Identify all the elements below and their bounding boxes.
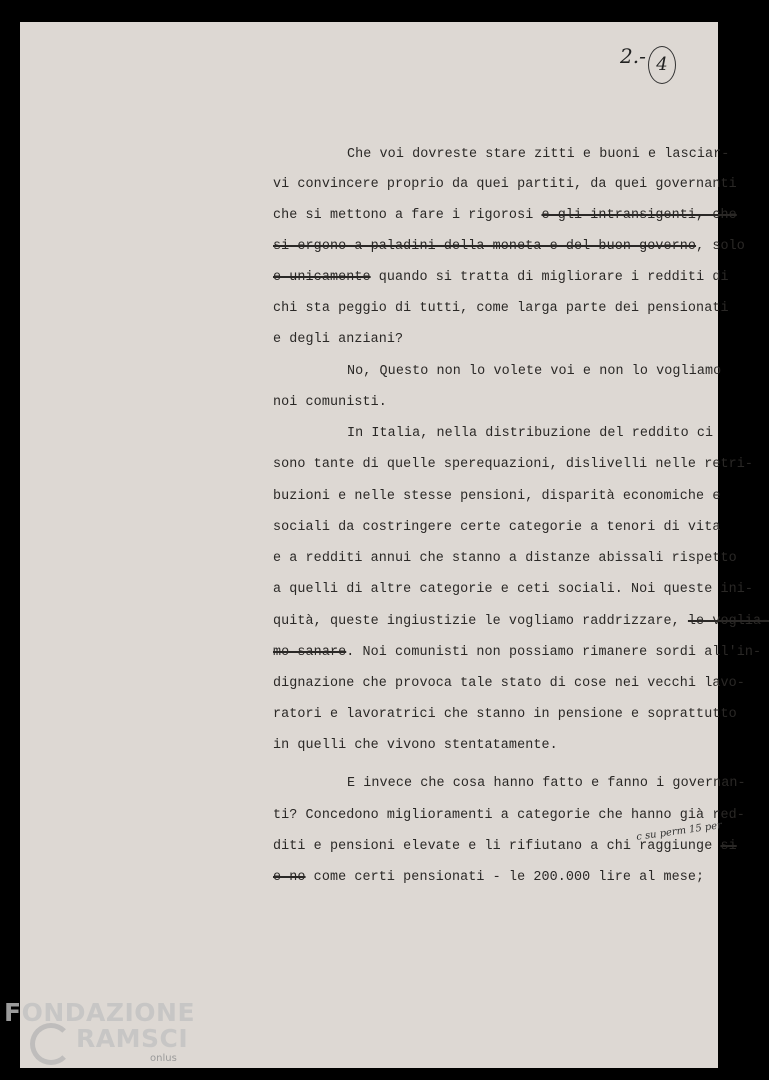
page-number: 2.- — [620, 44, 646, 68]
struck-text: si — [720, 839, 737, 854]
handwritten-annotation: c su perm 15 per — [635, 820, 723, 843]
text-segment: a quelli di altre categorie e ceti sociali. Noi queste ini- — [273, 582, 754, 597]
text-segment: diti e pensioni elevate e li rifiutano a chi raggiunge — [273, 839, 721, 854]
text-line — [273, 177, 737, 192]
text-line — [273, 301, 729, 316]
text-segment: che si mettono a fare i rigorosi — [273, 208, 542, 223]
text-line — [273, 839, 737, 854]
text-line — [273, 551, 737, 566]
page-number-circled: 4 — [648, 46, 676, 84]
text-line — [273, 676, 745, 691]
text-segment: vi convincere proprio da quei partiti, da quei governanti — [273, 177, 737, 192]
text-segment: sociali da costringere certe categorie a tenori di vita — [273, 520, 721, 535]
text-segment: e degli anziani? — [273, 332, 404, 347]
text-segment: quando si tratta di migliorare i redditi di — [370, 270, 729, 285]
text-line — [273, 707, 737, 722]
logo-text-line2: RAMSCI — [76, 1024, 189, 1053]
text-segment: Che voi dovreste stare zitti e buoni e lasciar- — [347, 147, 730, 162]
text-segment: come certi pensionati - le 200.000 lire al mese; — [305, 870, 705, 885]
struck-text: mo sanare — [273, 645, 347, 660]
struck-text: si ergono a paladini della moneta e del buon governo — [273, 239, 697, 254]
text-line — [273, 808, 745, 823]
text-line — [347, 426, 713, 441]
text-segment: In Italia, nella distribuzione del reddito ci — [347, 426, 714, 441]
logo-text-line1: FONDAZIONE — [4, 998, 196, 1027]
struck-text: e gli intransigenti, che — [541, 208, 737, 223]
text-line — [273, 520, 720, 535]
text-line — [273, 870, 704, 885]
text-segment: quità, queste ingiustizie le vogliamo raddrizzare, — [273, 614, 688, 629]
text-segment: dignazione che provoca tale stato di cose nei vecchi lavo- — [273, 676, 745, 691]
text-segment: noi comunisti. — [273, 395, 387, 410]
text-line — [273, 645, 761, 660]
text-line — [347, 364, 721, 379]
text-line — [273, 395, 387, 410]
struck-text: e unicamente — [273, 270, 371, 285]
text-line — [273, 457, 753, 472]
text-line — [273, 489, 720, 504]
struck-text: e no — [273, 870, 306, 885]
text-segment: . Noi comunisti non possiamo rimanere sordi all'in- — [346, 645, 762, 660]
text-segment: e a redditi annui che stanno a distanze abissali rispetto — [273, 551, 737, 566]
text-segment: E invece che cosa hanno fatto e fanno i governan- — [347, 776, 746, 791]
text-segment: , solo — [696, 239, 745, 254]
foundation-logo-watermark — [4, 998, 204, 1078]
text-segment: in quelli che vivono stentatamente. — [273, 738, 558, 753]
text-line — [273, 738, 558, 753]
logo-suffix: onlus — [150, 1053, 177, 1064]
text-segment: No, Questo non lo volete voi e non lo vogliamo — [347, 364, 722, 379]
text-segment: buzioni e nelle stesse pensioni, disparità economiche e — [273, 489, 721, 504]
text-line — [273, 332, 403, 347]
text-segment: chi sta peggio di tutti, come larga parte dei pensionati — [273, 301, 729, 316]
text-segment: ti? Concedono miglioramenti a categorie che hanno già red- — [273, 808, 745, 823]
text-segment: sono tante di quelle sperequazioni, dislivelli nelle retri- — [273, 457, 754, 472]
text-line — [273, 582, 753, 597]
text-line — [347, 776, 746, 791]
text-line — [347, 147, 729, 162]
text-segment: ratori e lavoratrici che stanno in pensione e soprattutto — [273, 707, 737, 722]
logo-g-icon — [30, 1023, 72, 1065]
text-line — [273, 614, 769, 629]
text-line — [273, 270, 729, 285]
text-line — [273, 239, 745, 254]
text-line — [273, 208, 737, 223]
struck-text: le voglia- — [687, 614, 769, 629]
